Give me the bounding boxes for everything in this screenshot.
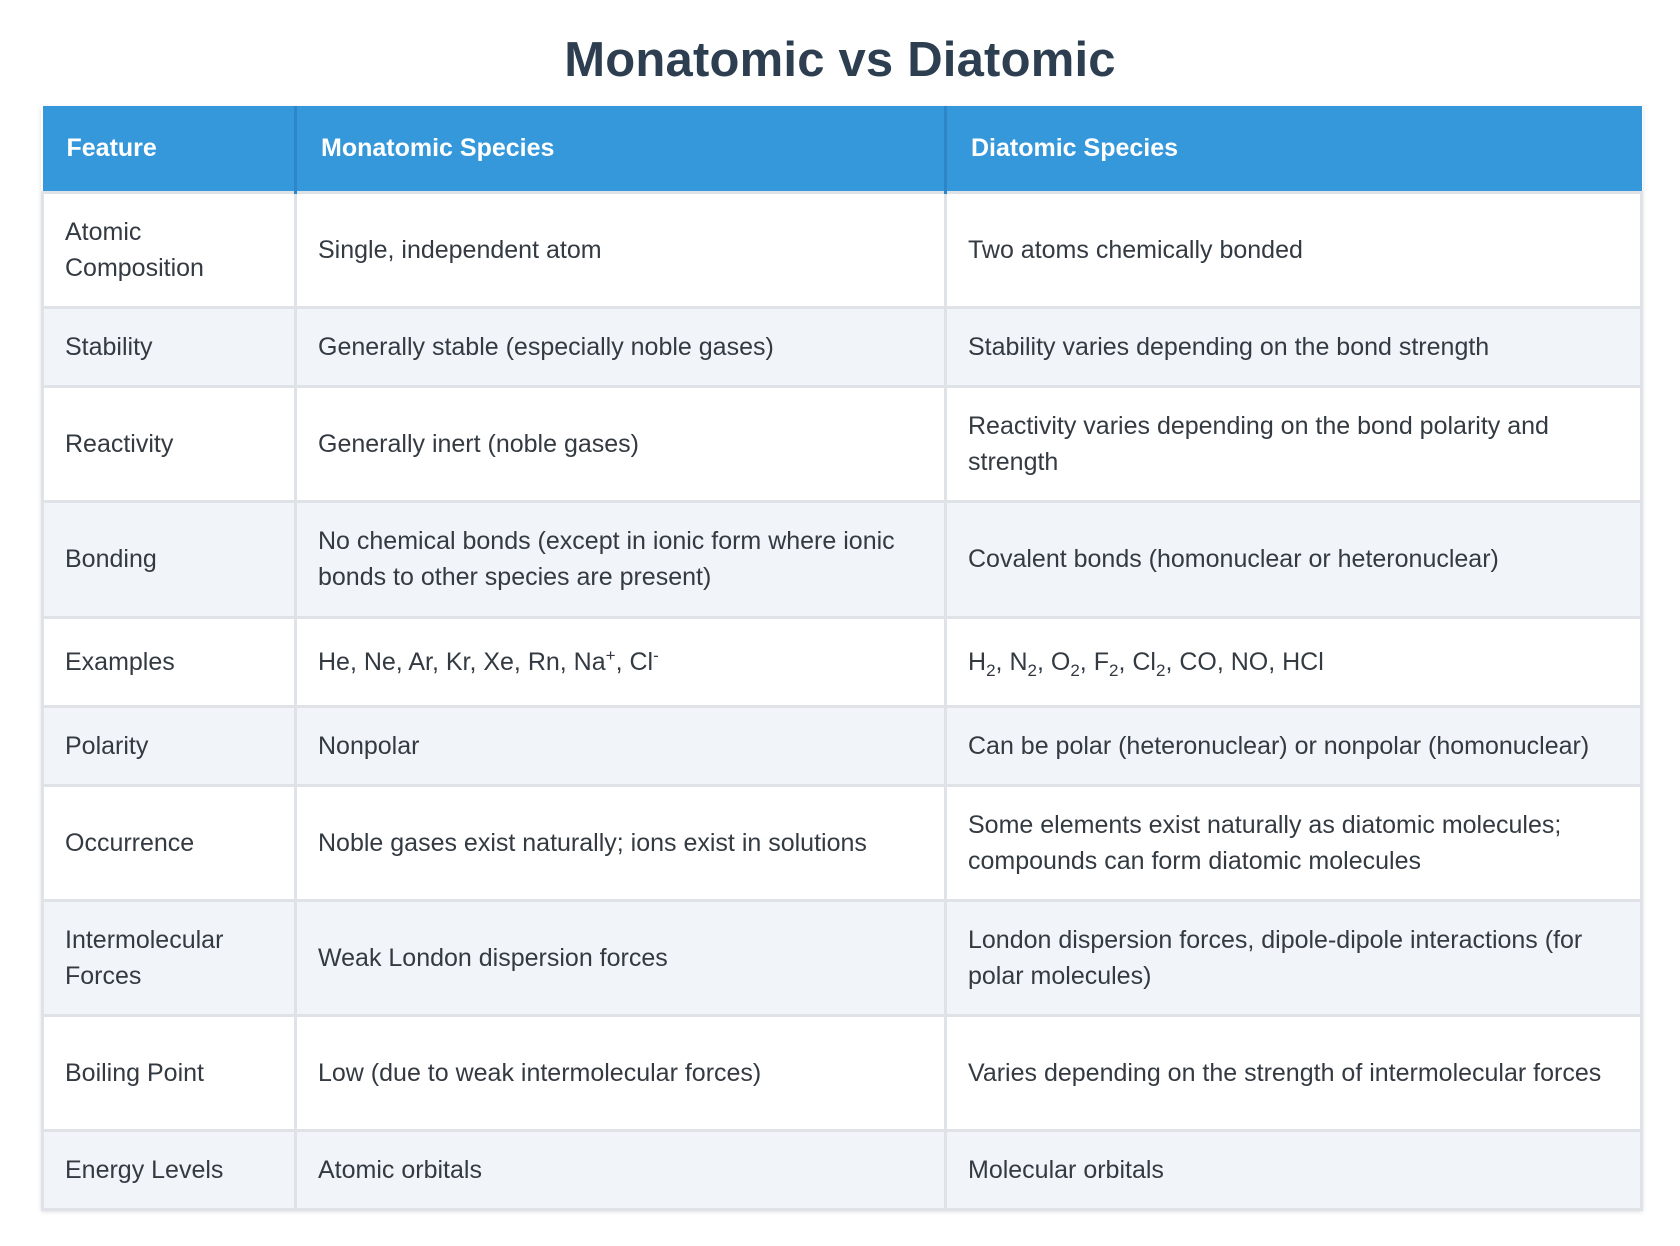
- example-text: CO, NO, HCl: [1179, 647, 1324, 676]
- feature-cell: Occurrence: [43, 785, 296, 900]
- example-separator: ,: [1165, 647, 1180, 676]
- diatomic-cell: [946, 617, 1642, 706]
- feature-cell: Examples: [43, 617, 296, 706]
- monatomic-cell: Atomic orbitals: [296, 1130, 946, 1209]
- diatomic-cell: Reactivity varies depending on the bond polarity and strength: [946, 386, 1642, 501]
- monatomic-cell: No chemical bonds (except in ionic form where ionic bonds to other species are present): [296, 501, 946, 617]
- monatomic-cell: Single, independent atom: [296, 192, 946, 307]
- example-separator: ,: [995, 647, 1010, 676]
- feature-cell: Reactivity: [43, 386, 296, 501]
- table-row: [43, 501, 1642, 617]
- table-body: [43, 192, 1642, 1209]
- feature-cell: Energy Levels: [43, 1130, 296, 1209]
- formula-element: O: [1050, 647, 1071, 676]
- formula-subscript: 2: [1070, 660, 1080, 680]
- formula-element: F: [1093, 647, 1109, 676]
- header-row: [43, 106, 1642, 192]
- table-row: [43, 386, 1642, 501]
- diatomic-cell: Covalent bonds (homonuclear or heteronuclear): [946, 501, 1642, 617]
- feature-cell: Bonding: [43, 501, 296, 617]
- page-title: Monatomic vs Diatomic: [564, 33, 1116, 87]
- ion-charge: -: [653, 645, 659, 665]
- table-row: [43, 617, 1642, 706]
- diatomic-cell: London dispersion forces, dipole-dipole interactions (for polar molecules): [946, 900, 1642, 1015]
- table-row: [43, 1015, 1642, 1130]
- monatomic-cell: Generally inert (noble gases): [296, 386, 946, 501]
- feature-cell: Polarity: [43, 706, 296, 785]
- monatomic-cell: Weak London dispersion forces: [296, 900, 946, 1015]
- feature-cell: Atomic Composition: [43, 192, 296, 307]
- diatomic-cell: Can be polar (heteronuclear) or nonpolar (homonuclear): [946, 706, 1642, 785]
- example-separator: ,: [1036, 647, 1051, 676]
- ion-charge: +: [605, 645, 616, 665]
- monatomic-cell: Low (due to weak intermolecular forces): [296, 1015, 946, 1130]
- formula-subscript: 2: [1027, 660, 1037, 680]
- header-monatomic: Monatomic Species: [296, 106, 946, 192]
- example-ion: Cl: [629, 647, 654, 676]
- diatomic-cell: Varies depending on the strength of intermolecular forces: [946, 1015, 1642, 1130]
- feature-cell: Stability: [43, 307, 296, 386]
- formula-subscript: 2: [1108, 660, 1119, 680]
- example-separator: ,: [615, 647, 630, 676]
- monatomic-cell: [296, 617, 946, 706]
- diatomic-cell: Two atoms chemically bonded: [946, 192, 1642, 307]
- diatomic-cell: Some elements exist naturally as diatomic molecules; compounds can form diatomic molecules: [946, 785, 1642, 900]
- header-feature: Feature: [43, 106, 296, 192]
- table-row: [43, 307, 1642, 386]
- table-header: [43, 106, 1642, 192]
- table-row: [43, 1130, 1642, 1209]
- header-diatomic: Diatomic Species: [946, 106, 1642, 192]
- example-separator: ,: [1079, 647, 1094, 676]
- monatomic-cell: Nonpolar: [296, 706, 946, 785]
- formula-element: N: [1009, 647, 1028, 676]
- example-separator: ,: [1118, 647, 1133, 676]
- table-row: [43, 706, 1642, 785]
- table-row: [43, 900, 1642, 1015]
- table-row: [43, 785, 1642, 900]
- formula-subscript: 2: [1155, 660, 1166, 680]
- example-ion: Na: [573, 647, 606, 676]
- formula-element: Cl: [1132, 647, 1156, 676]
- feature-cell: Intermolecular Forces: [43, 900, 296, 1015]
- feature-cell: Boiling Point: [43, 1015, 296, 1130]
- table-row: [43, 192, 1642, 307]
- example-text: He, Ne, Ar, Kr, Xe, Rn,: [318, 647, 574, 676]
- monatomic-cell: Noble gases exist naturally; ions exist in solutions: [296, 785, 946, 900]
- diatomic-cell: Stability varies depending on the bond strength: [946, 307, 1642, 386]
- comparison-table: [41, 106, 1643, 1211]
- monatomic-cell: Generally stable (especially noble gases): [296, 307, 946, 386]
- diatomic-cell: Molecular orbitals: [946, 1130, 1642, 1209]
- formula-subscript: 2: [986, 660, 996, 680]
- formula-element: H: [968, 647, 987, 676]
